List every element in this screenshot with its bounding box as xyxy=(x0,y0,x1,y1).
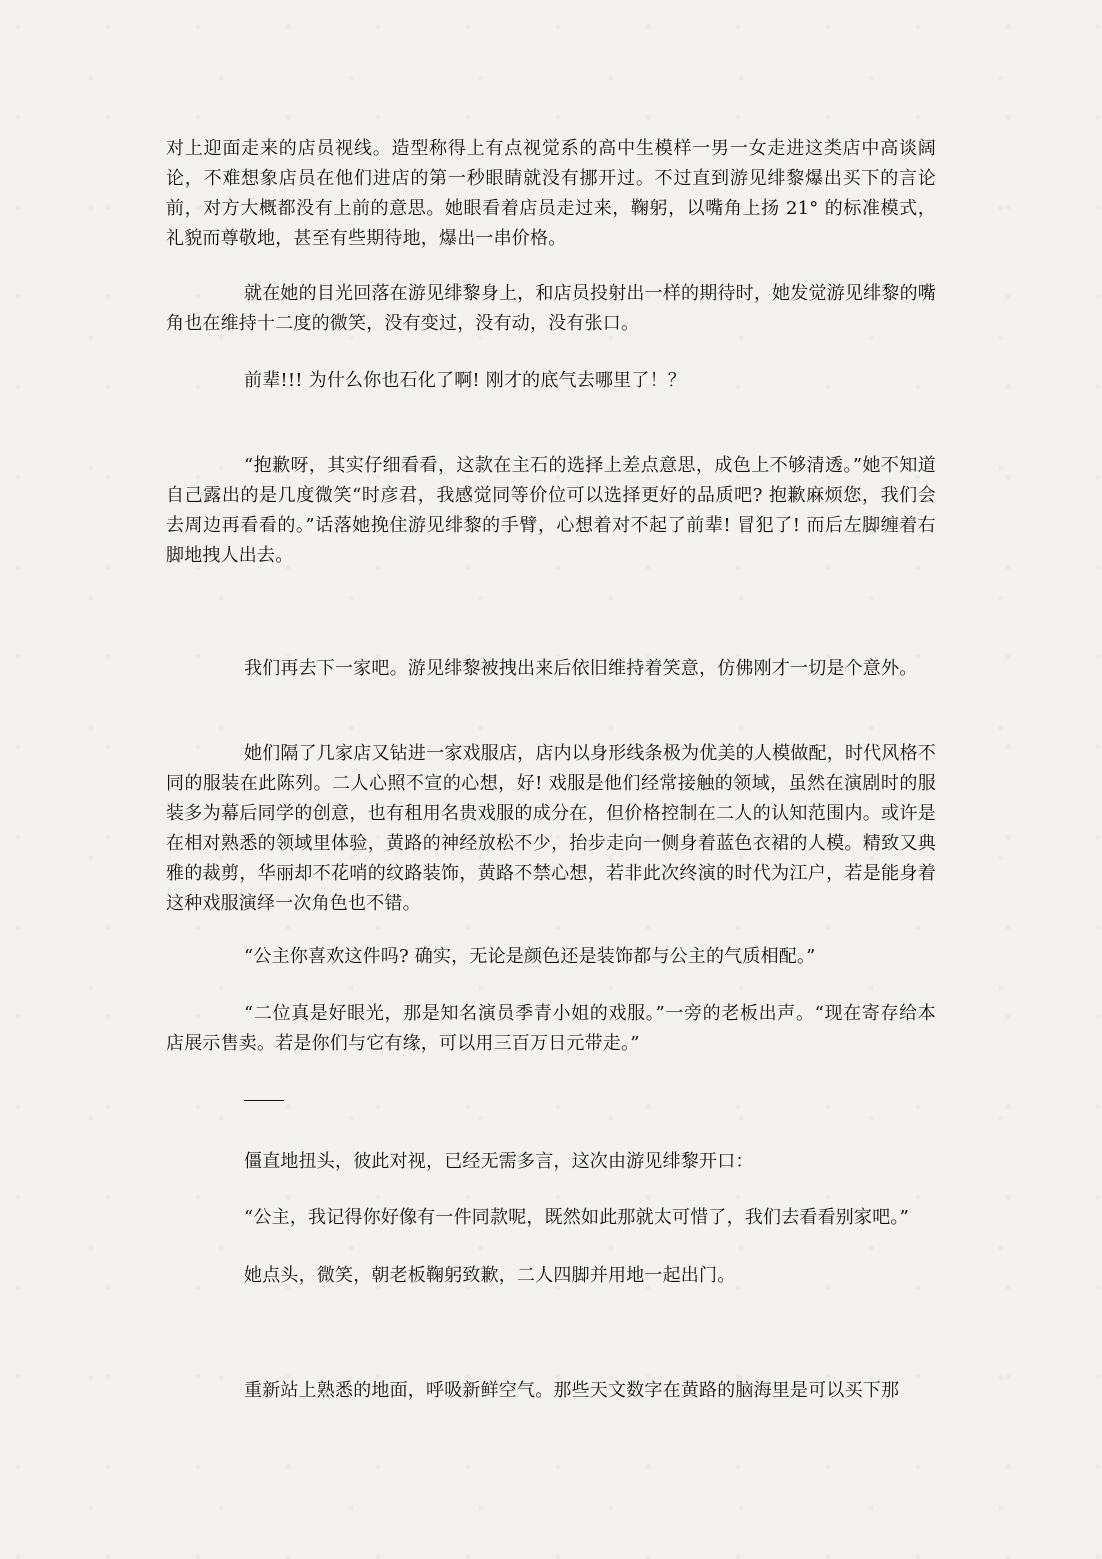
paragraph-12: 重新站上熟悉的地面，呼吸新鲜空气。那些天文数字在黄路的脑海里是可以买下那 xyxy=(244,1380,900,1401)
paragraph-3: 前辈!!! 为什么你也石化了啊! 刚才的底气去哪里了！？ xyxy=(244,370,686,391)
paragraph-8: “二位真是好眼光，那是知名演员季青小姐的戏服。”一旁的老板出声。“现在寄存给本店展示售卖。若是你们与它有缘，可以用三百万日元带走。” xyxy=(166,1003,936,1054)
paragraph-6: 她们隔了几家店又钻进一家戏服店，店内以身形线条极为优美的人模做配，时代风格不同的服装在此陈列。二人心照不宣的心想，好! 戏服是他们经常接触的领域，虽然在演剧时的服装多为幕后同学的创意，也有租用名贵戏服的成分在，但价格控制在二人的认知范围内。或许是在相对熟悉的领域里体验，黄路的神经放松不少，抬步走向一侧身着蓝色衣裙的人模。精致又典雅的裁剪，华丽却不花哨的纹路装饰，黄路不禁心想，若非此次终演的时代为江户，若是能身着这种戏服演绎一次角色也不错。 xyxy=(166,743,936,914)
paragraph-7: “公主你喜欢这件吗? 确实，无论是颜色还是装饰都与公主的气质相配。” xyxy=(244,946,816,967)
paragraph-2: 就在她的目光回落在游见绯黎身上，和店员投射出一样的期待时，她发觉游见绯黎的嘴角也在维持十二度的微笑，没有变过，没有动，没有张口。 xyxy=(166,283,936,334)
paragraph-11: 她点头，微笑，朝老板鞠躬致歉，二人四脚并用地一起出门。 xyxy=(244,1265,736,1286)
paragraph-9: 僵直地扭头，彼此对视，已经无需多言，这次由游见绯黎开口： xyxy=(244,1151,754,1172)
paragraph-5: 我们再去下一家吧。游见绯黎被拽出来后依旧维持着笑意，仿佛刚才一切是个意外。 xyxy=(244,658,918,679)
paragraph-4: “抱歉呀，其实仔细看看，这款在主石的选择上差点意思，成色上不够清透。”她不知道自己露出的是几度微笑“时彦君，我感觉同等价位可以选择更好的品质吧? 抱歉麻烦您，我们会去周边再看看的。”话落她挽住游见绯黎的手臂，心想着对不起了前辈! 冒犯了! 而后左脚缠着右脚地拽人出去。 xyxy=(166,455,936,566)
paragraph-1: 对上迎面走来的店员视线。造型称得上有点视觉系的高中生模样一男一女走进这类店中高谈阔论，不难想象店员在他们进店的第一秒眼睛就没有挪开过。不过直到游见绯黎爆出买下的言论前，对方大概都没有上前的意思。她眼看着店员走过来，鞠躬，以嘴角上扬 21° 的标准模式，礼貌而尊敬地，甚至有些期待地，爆出一串价格。 xyxy=(166,138,936,249)
paragraph-10: “公主，我记得你好像有一件同款呢，既然如此那就太可惜了，我们去看看别家吧。” xyxy=(244,1207,910,1228)
dash-separator xyxy=(244,1100,284,1101)
